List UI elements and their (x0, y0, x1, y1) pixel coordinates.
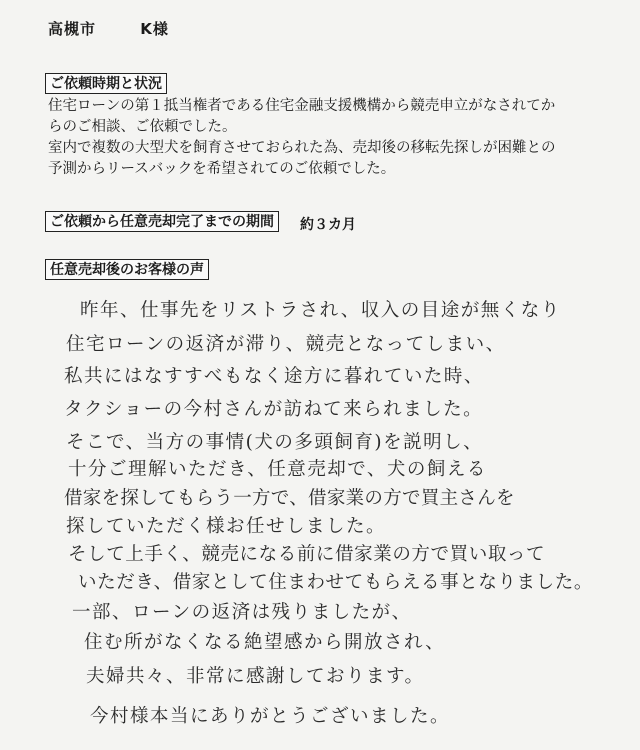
period-value: 約３カ月 (300, 217, 356, 233)
handwritten-line: 今村様本当にありがとうございました。 (90, 706, 451, 727)
handwritten-line: 私共にはなすすべもなく途方に暮れていた時、 (64, 366, 484, 387)
page-header (48, 18, 169, 39)
situation-line: らのご相談、ご依頼でした。 (48, 119, 237, 135)
period-heading: ご依頼から任意売却完了までの期間 (45, 211, 279, 232)
handwritten-line: そして上手く、競売になる前に借家業の方で買い取って (68, 544, 546, 565)
handwritten-line: 昨年、仕事先をリストラされ、収入の目途が無くなり (80, 300, 561, 321)
customer-voice-heading: 任意売却後のお客様の声 (45, 259, 209, 280)
situation-line: 予測からリースバックを希望されてのご依頼でした。 (48, 161, 396, 177)
handwritten-line: 住む所がなくなる絶望感から開放され、 (84, 632, 446, 653)
city-name: 高槻市 (48, 20, 97, 38)
handwritten-line: 借家を探してもらう一方で、借家業の方で買主さんを (64, 488, 515, 509)
handwritten-line: 探していただく様お任せしました。 (66, 516, 387, 537)
customer-name: K様 (140, 20, 169, 38)
handwritten-line: そこで、当方の事情(犬の多頭飼育)を説明し、 (66, 432, 484, 453)
request-timing-heading: ご依頼時期と状況 (45, 73, 167, 94)
handwritten-line: 一部、ローンの返済は残りましたが、 (72, 602, 412, 623)
situation-line: 室内で複数の大型犬を飼育させておられた為、売却後の移転先探しが困難との (48, 140, 556, 156)
handwritten-line: 夫婦共々、非常に感謝しております。 (86, 666, 425, 687)
handwritten-line: タクショーの今村さんが訪ねて来られました。 (64, 399, 484, 420)
handwritten-line: 十分ご理解いただき、任意売却で、犬の飼える (68, 459, 487, 480)
request-situation-text (48, 96, 608, 180)
situation-line: 住宅ローンの第１抵当権者である住宅金融支援機構から競売申立がなされてか (48, 98, 556, 114)
handwritten-line: いただき、借家として住まわせてもらえる事となりました。 (78, 572, 593, 593)
handwritten-line: 住宅ローンの返済が滞り、競売となってしまい、 (66, 334, 506, 355)
